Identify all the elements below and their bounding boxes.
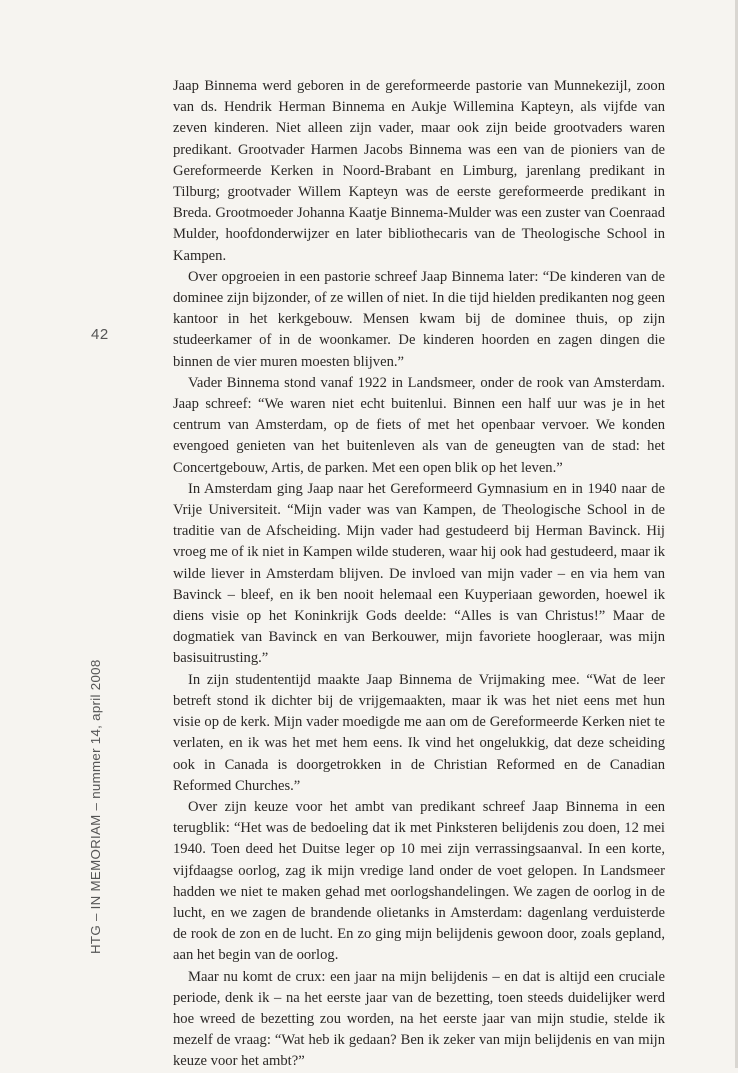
paragraph-birth: Jaap Binnema werd geboren in de gereformeerde pastorie van Munnekezijl, zoon van ds. Hendrik Herman Binnema en Aukje Willemina Kapteyn, als vijfde van zeven kinderen. Niet alleen zijn vader, maar ook zijn beide grootvaders waren predikant. Grootvader Harmen Jacobs Binnema was een van de pioniers van de Gereformeerde Kerken in Noord-Brabant en Limburg, jarenlang predikant in Tilburg; grootvader Willem Kapteyn was de eerste gereformeerde predikant in Breda. Grootmoeder Johanna Kaatje Binnema-Mulder was een zuster van Coenraad Mulder, hoofdonderwijzer en later bibliothecaris van de Theologische School in Kampen. <box>173 78 665 264</box>
paragraph-studies: In Amsterdam ging Jaap naar het Gereformeerd Gymnasium en in 1940 naar de Vrije Universiteit. “Mijn vader was van Kampen, de Theologische School in de traditie van de Afscheiding. Mijn vader had gestudeerd bij Herman Bavinck. Hij vroeg me of ik niet in Kampen wilde studeren, waar hij ook had gestudeerd, maar ik wilde liever in Amsterdam blijven. De invloed van mijn vader – en via hem van Bavinck – bleef, en ik ben nooit helemaal een Kuyperiaan geworden, hoewel ik diens visie op het Koninkrijk Gods deelde: “Alles is van Christus!” Maar de dogmatiek van Bavinck en van Berkouwer, mijn favoriete hoogleraar, was mijn basisuitrusting.” <box>173 480 665 667</box>
article-body <box>173 76 665 1073</box>
paragraph-crux: Maar nu komt de crux: een jaar na mijn belijdenis – en dat is altijd een cruciale periode, denk ik – na het eerste jaar van de bezetting, toen steeds duidelijker werd hoe wreed de bezetting zou worden, na het eerste jaar van mijn studie, stelde ik mezelf de vraag: “Wat heb ik gedaan? Ben ik zeker van mijn belijdenis en van mijn keuze voor het ambt?” <box>173 968 665 1070</box>
paragraph-landsmeer: Vader Binnema stond vanaf 1922 in Landsmeer, onder de rook van Amsterdam. Jaap schreef: “We waren niet echt buitenlui. Binnen een half uur was je in het centrum van Amsterdam, op de fiets of met het openbaar vervoer. We konden evengoed genieten van het buitenleven als van de geneugten van de stad: het Concertgebouw, Artis, de parken. Met een open blik op het leven.” <box>173 374 665 476</box>
page-number: 42 <box>91 326 109 343</box>
paragraph-vrijmaking: In zijn studententijd maakte Jaap Binnema de Vrijmaking mee. “Wat de leer betreft stond ik dichter bij de vrijgemaakten, maar ik was het niet eens met hun visie op de kerk. Mijn vader moedigde me aan om de Gereformeerde Kerken niet te verlaten, en ik was het met hem eens. Ik vind het ongelukkig, dat deze scheiding ook in Canada is doorgetrokken in de Christian Reformed en de Canadian Reformed Churches.” <box>173 671 665 794</box>
paragraph-parsonage: Over opgroeien in een pastorie schreef Jaap Binnema later: “De kinderen van de dominee zijn bijzonder, of ze willen of niet. In die tijd hielden predikanten nog geen kantoor in het kerkgebouw. Mensen kwam bij de dominee thuis, op zijn studeerkamer of in de woonkamer. De kinderen hoorden en zagen dingen die binnen de vier muren moesten blijven.” <box>173 268 665 370</box>
running-head: HTG – IN MEMORIAM – nummer 14, april 2008 <box>88 659 103 954</box>
paragraph-calling: Over zijn keuze voor het ambt van predikant schreef Jaap Binnema in een terugblik: “Het was de bedoeling dat ik met Pinksteren belijdenis zou doen, 12 mei 1940. Toen deed het Duitse leger op 10 mei zijn verrassingsaanval. In een korte, vijfdaagse oorlog, zag ik mijn vredige land onder de voet gelopen. In Landsmeer hadden we niet te maken gehad met oorlogshandelingen. We zagen de oorlog in de lucht, en we zagen de brandende olietanks in Amsterdam: dagenlang verduisterde de rook de zon en de lucht. En zo ging mijn belijdenis gewoon door, zoals gepland, aan het begin van de oorlog. <box>173 798 665 964</box>
